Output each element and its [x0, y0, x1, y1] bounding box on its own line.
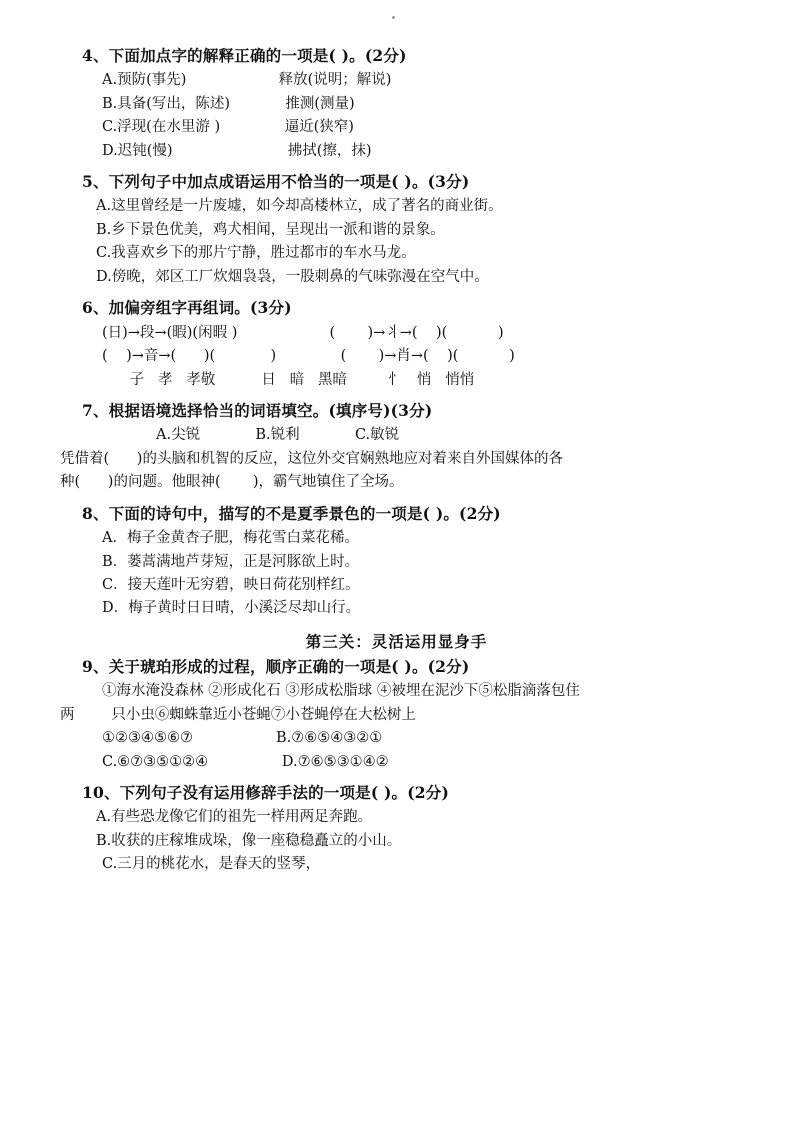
question-heading: 9、关于琥珀形成的过程，顺序正确的一项是( )。(2分): [82, 656, 470, 676]
option-line: C.浮现(在水里游 ) 逼近(狭窄): [102, 119, 354, 136]
option-line: D.迟钝(慢) 拂拭(擦，抹): [102, 142, 372, 159]
fill-line: (日)→段→(暇)(闲暇 ) ( )→丬→( )( ): [102, 324, 504, 341]
option-line: ①②③④⑤⑥⑦ B.⑦⑥⑤④③②①: [102, 730, 383, 747]
question-block-10: [60, 781, 733, 877]
context-line: 凭借着( )的头脑和机智的反应，这位外交官娴熟地应对着来自外国媒体的各: [60, 450, 563, 467]
option-line: A．梅子金黄杏子肥，梅花雪白菜花稀。: [102, 530, 359, 547]
page-top-dot: [392, 16, 395, 19]
option-line: C.⑥⑦③⑤①②④ D.⑦⑥⑤③①④②: [102, 753, 389, 770]
fill-line: ( )→音→( )( ) ( )→肖→( )( ): [102, 348, 515, 365]
option-line: A.预防(事先) 释放(说明；解说): [102, 72, 392, 89]
option-line: C.我喜欢乡下的那片宁静，胜过都市的车水马龙。: [96, 245, 416, 262]
sequence-line: ①海水淹没森林 ②形成化石 ③形成松脂球 ④被埋在泥沙下⑤松脂滴落包住: [102, 683, 580, 700]
question-block-9: [60, 655, 733, 774]
option-line: D.傍晚，郊区工厂炊烟袅袅，一股刺鼻的气味弥漫在空气中。: [96, 268, 489, 285]
option-line: B.收获的庄稼堆成垛，像一座稳稳矗立的小山。: [96, 832, 402, 849]
question-block-4: [60, 44, 733, 163]
question-heading: 4、下面加点字的解释正确的一项是( )。(2分): [82, 46, 407, 65]
choice-line: A.尖锐 B.锐利 C.敏锐: [156, 427, 400, 444]
option-line: B.具备(写出，陈述) 推测(测量): [102, 95, 355, 112]
question-block-7: [60, 399, 733, 495]
question-heading: 5、下列句子中加点成语运用不恰当的一项是( )。(3分): [82, 172, 470, 192]
context-line: 种( )的问题。他眼神( )，霸气地镇住了全场。: [60, 474, 404, 491]
section-title: 第三关：灵活运用显身手: [305, 631, 488, 651]
question-block-8: [60, 502, 733, 621]
question-heading: 8、下面的诗句中，描写的不是夏季景色的一项是( )。(2分): [82, 503, 501, 523]
question-heading: 6、加偏旁组字再组词。(3分): [82, 298, 292, 318]
option-line: C.三月的桃花水，是春天的竖琴，: [102, 856, 321, 873]
word-bank-line: 子 孝 孝敬 日 暗 黑暗 忄 悄 悄悄: [102, 371, 475, 388]
question-heading: 7、根据语境选择恰当的词语填空。(填序号)(3分): [82, 401, 433, 421]
option-line: A.这里曾经是一片废墟，如今却高楼林立，成了著名的商业街。: [96, 198, 503, 215]
question-heading: 10、下列句子没有运用修辞手法的一项是( )。(2分): [82, 783, 449, 803]
option-line: D．梅子黄时日日晴，小溪泛尽却山行。: [102, 600, 361, 617]
question-block-6: [60, 296, 733, 392]
option-line: B.乡下景色优美，鸡犬相闻，呈现出一派和谐的景象。: [96, 221, 445, 238]
question-block-5: [60, 170, 733, 289]
option-line: C．接天莲叶无穷碧，映日荷花别样红。: [102, 577, 360, 593]
option-line: B．蒌蒿满地芦芽短，正是河豚欲上时。: [102, 553, 360, 570]
sequence-line: 两 只小虫⑥蜘蛛靠近小苍蝇⑦小苍蝇停在大松树上: [60, 706, 416, 723]
option-line: A.有些恐龙像它们的祖先一样用两足奔跑。: [96, 809, 373, 826]
